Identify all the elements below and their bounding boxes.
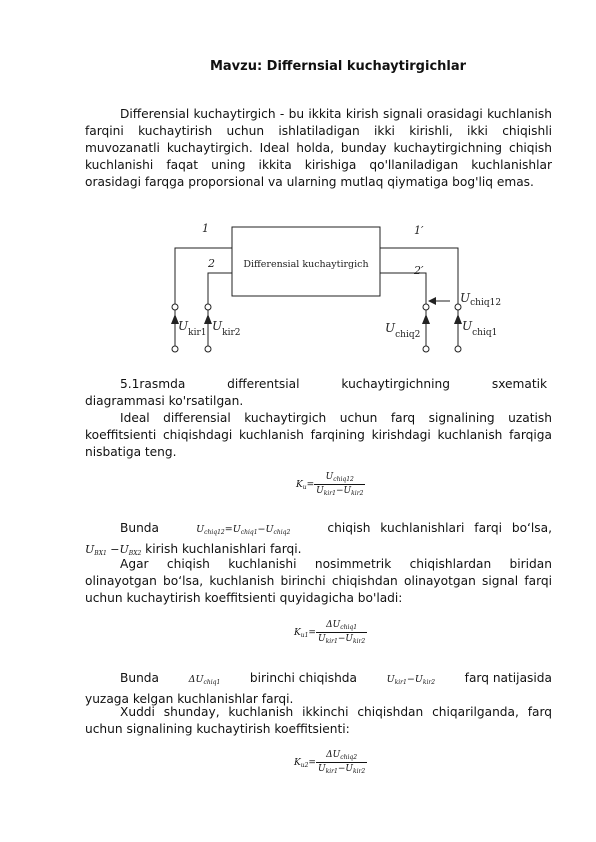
para3-text-c: kirish kuchlanishlari farqi. (145, 542, 302, 556)
bunda-word-2: Bunda (120, 671, 160, 685)
u-chiq1-label: $U_{chiq1}$ (462, 319, 498, 338)
arrow-chiq12 (428, 297, 436, 305)
ground-kir2 (205, 346, 211, 352)
arrow-kir2 (204, 314, 212, 324)
para5-text-c: farq natijasida (464, 671, 552, 685)
output-2-wire (380, 273, 426, 304)
para3-text-b: chiqish kuchlanishlari farqi bo‘lsa, (327, 521, 552, 535)
inline-formula-delta-uchiq1: $\Delta U_{chiq1}$ (188, 674, 221, 686)
inline-formula-ubx: $U_{BX1} -U_{BX2}$ (85, 543, 142, 557)
document-title: Mavzu: Differnsial kuchaytirgichlar (209, 59, 467, 74)
circuit-diagram (150, 212, 510, 362)
bunda-word: Bunda (120, 521, 160, 535)
caption-text: 5.1rasmda differentsial kuchaytirgichning sxematik (120, 377, 548, 391)
caption-line-2: diagrammasi ko'rsatilgan. (85, 394, 244, 408)
input-1-wire (175, 248, 232, 304)
paragraph-4: Agar chiqish kuchlanishi nosimmetrik chiqishlardan biridan olinayotgan bo‘lsa, kuchlanish birinchi chiqishdan olinayotgan signal farqi uchun kuchaytirish koeffitsienti quyidagicha bo'ladi: (85, 557, 552, 605)
formula-ku: $K_u=$ $\frac{U_{chiq12}}{U_{kir1}-U_{kir2}}$ (296, 472, 364, 497)
para5-text-d: yuzaga kelgan kuchlanishlar farqi. (85, 692, 294, 706)
block-label: Differensial kuchaytirgich (243, 259, 369, 270)
u-chiq12-label: $U_{chiq12}$ (460, 291, 502, 308)
paragraph-2: Ideal differensial kuchaytirgich uchun farq signalining uzatish koeffitsienti chiqishdagi kuchlanish farqining kirishdagi kuchlanish farqiga nisbatiga teng. (85, 411, 552, 459)
formula-ku2: $K_{u2}=$ $\frac{\Delta U_{chiq2}}{U_{kir1}-U_{kir2}}$ (294, 750, 366, 775)
paragraph-6: Xuddi shunday, kuchlanish ikkinchi chiqishdan chiqarilganda, farq uchun signalining kuchaytirish koeffitsienti: (85, 705, 552, 736)
figure-caption (85, 376, 552, 410)
pin-1p-label: 1′ (414, 224, 424, 237)
paragraph-5 (85, 670, 552, 708)
inline-formula-uchiq12: $U_{chiq12}=U_{chiq1}-U_{chiq2}$ (196, 524, 291, 536)
pin-1-label: 1 (202, 222, 209, 235)
intro-paragraph: Differensial kuchaytirgich - bu ikkita kirish signali orasidagi kuchlanish farqini kuchaytirish uchun ishlatiladigan ikki kirishli, ikki chiqishli muvozanatli kuchaytirgich. Ideal holda, bunday kuchaytirgichning chiqish kuchlanishi faqat uning ikkita kirishiga qo'llaniladigan kuchlanishlar orasidagi farqga proporsional va ularning mutlaq qiymatiga bog'liq emas. (85, 107, 552, 189)
inline-formula-ukir-diff: $U_{kir1}-U_{kir2}$ (386, 674, 436, 686)
u-kir2-label: $U_{kir2}$ (212, 319, 241, 338)
arrow-chiq2 (422, 314, 430, 324)
formula-ku1: $K_{u1}=$ $\frac{\Delta U_{chiq1}}{U_{kir1}-U_{kir2}}$ (294, 620, 366, 645)
caption-line-1 (85, 376, 552, 393)
terminal-chiq2 (423, 304, 429, 310)
u-chiq2-label: $U_{chiq2}$ (385, 321, 421, 340)
terminal-kir1 (172, 304, 178, 310)
ground-chiq2 (423, 346, 429, 352)
pin-2p-label: 2′ (414, 264, 424, 277)
ground-kir1 (172, 346, 178, 352)
arrow-chiq1 (454, 314, 462, 324)
para5-text-b: birinchi chiqishda (249, 671, 357, 685)
pin-2-label: 2 (208, 257, 215, 270)
input-2-wire (208, 273, 232, 304)
u-kir1-label: $U_{kir1}$ (178, 319, 207, 338)
ground-chiq1 (455, 346, 461, 352)
terminal-kir2 (205, 304, 211, 310)
